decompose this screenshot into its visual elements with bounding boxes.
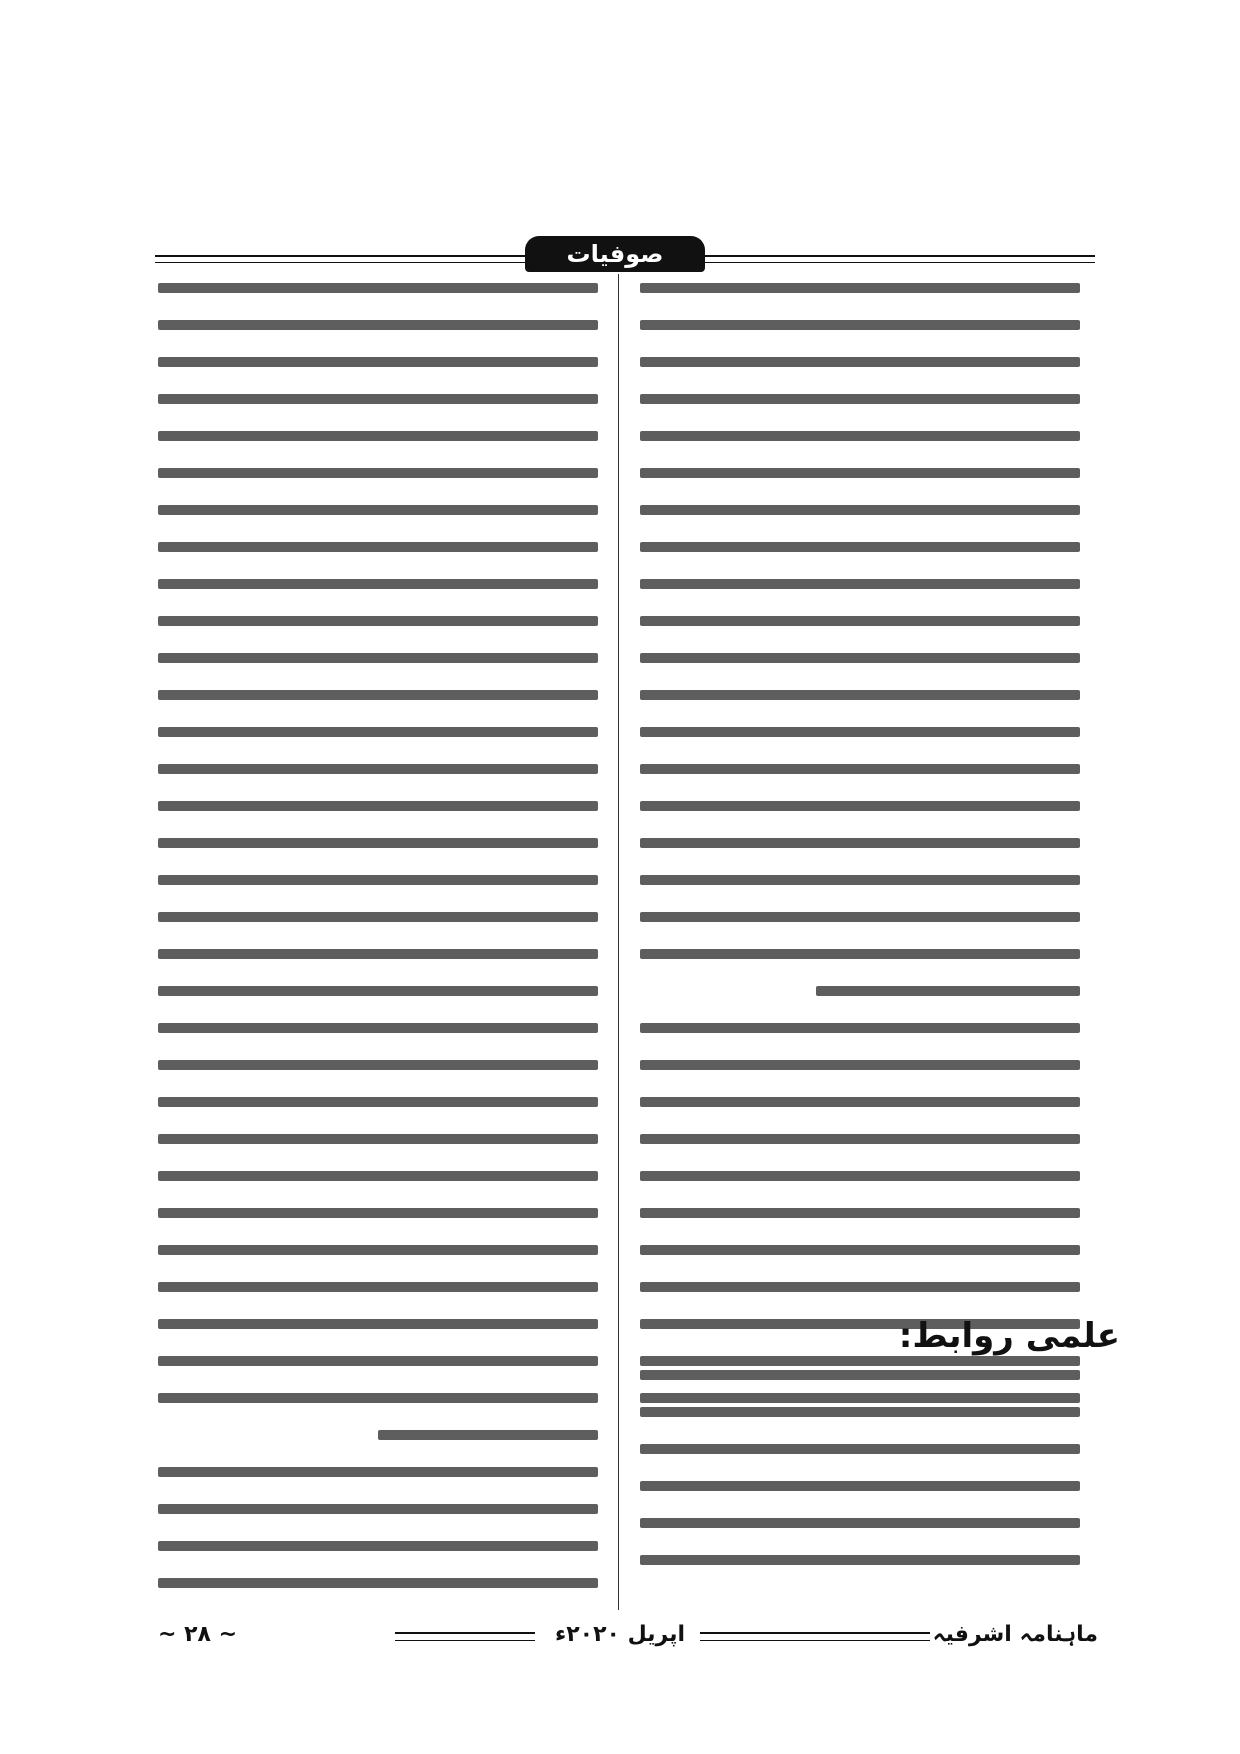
footer-rule: [700, 1640, 930, 1641]
footer-rule: [395, 1632, 535, 1634]
header-rule-left-thin: [155, 262, 525, 263]
magazine-name: ماہنامہ اشرفیہ: [932, 1622, 1098, 1647]
right-column-text-lower: [640, 1370, 1080, 1592]
section-title-badge: صوفیات: [525, 236, 705, 272]
footer-rule: [700, 1632, 930, 1634]
right-column-text-upper: [640, 283, 1080, 1430]
page-number: ~ ۲۸ ~: [158, 1622, 238, 1647]
left-column-text: [158, 283, 598, 1615]
section-heading: علمی روابط:: [898, 1316, 1120, 1356]
issue-date: اپریل ۲۰۲۰ء: [554, 1622, 685, 1647]
header-rule-right-thin: [705, 262, 1095, 263]
footer-rule: [395, 1640, 535, 1641]
header-rule-left: [155, 255, 525, 257]
header-rule-right: [705, 255, 1095, 257]
column-divider: [618, 274, 619, 1610]
